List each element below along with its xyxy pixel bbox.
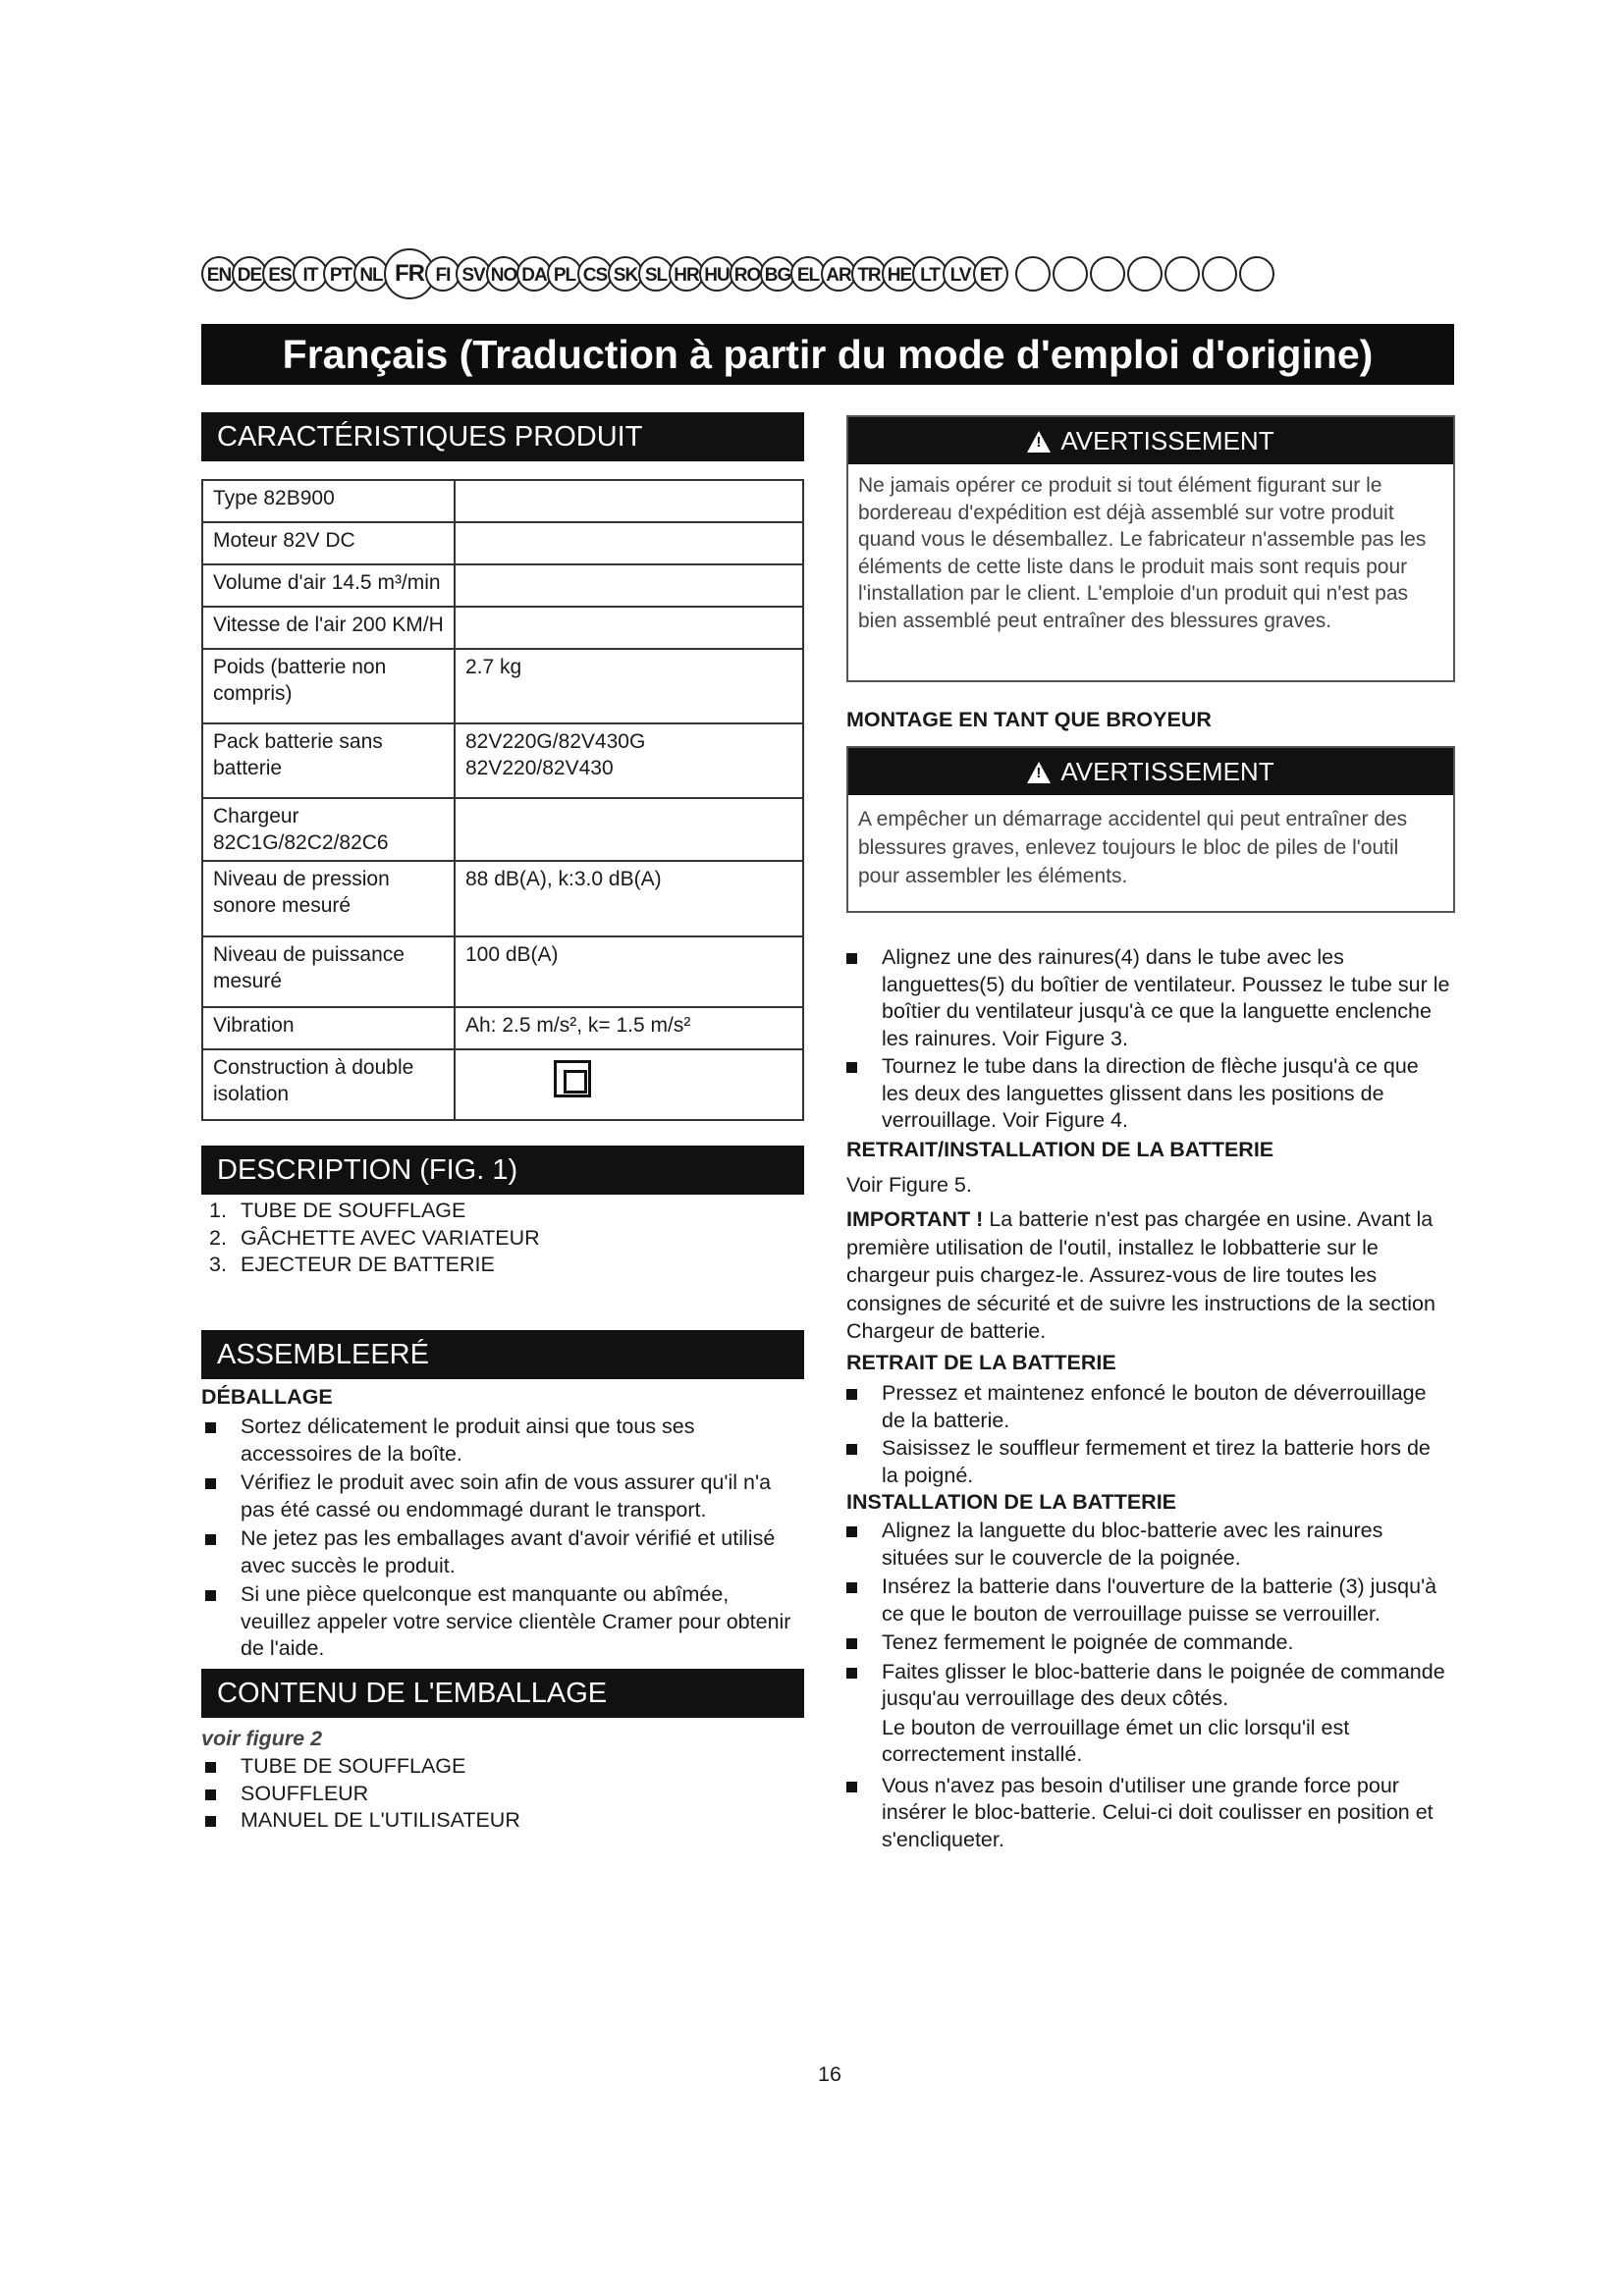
square-bullet-icon [205, 1789, 216, 1800]
warning-box-2 [846, 746, 1455, 913]
battery-figure-ref: Voir Figure 5. [846, 1173, 972, 1197]
spec-label: Niveau de puissance mesuré [202, 936, 455, 1007]
list-item [842, 1435, 1451, 1489]
spec-value: 100 dB(A) [455, 936, 803, 1007]
item-text: Vérifiez le produit avec soin afin de vous assurer qu'il n'a pas été cassé ou endommagé durant le transport. [241, 1470, 772, 1522]
language-tab-ar[interactable]: AR [821, 256, 856, 292]
square-bullet-icon [846, 1582, 857, 1593]
warning-icon [1027, 431, 1051, 453]
page-title: Français (Traduction à partir du mode d'emploi d'origine) [201, 324, 1454, 385]
language-tab-he[interactable]: HE [882, 256, 917, 292]
square-bullet-icon [846, 1668, 857, 1679]
item-text: Si une pièce quelconque est manquante ou abîmée, veuillez appeler votre service clientèle Cramer pour obtenir de l'aide. [241, 1582, 791, 1660]
spec-row [202, 798, 803, 861]
list-item [201, 1469, 800, 1523]
language-tab-de[interactable]: DE [232, 256, 267, 292]
language-tab-da[interactable]: DA [516, 256, 552, 292]
square-bullet-icon [846, 1782, 857, 1792]
specs-table [201, 479, 804, 1121]
list-item [201, 1781, 790, 1808]
language-tab-hu[interactable]: HU [699, 256, 734, 292]
spec-label: Vitesse de l'air 200 KM/H [202, 607, 455, 649]
item-text: Insérez la batterie dans l'ouverture de la batterie (3) jusqu'à ce que le bouton de verrouillage puisse se verrouiller. [882, 1575, 1437, 1626]
empty-language-tab [1239, 256, 1274, 292]
item-text: TUBE DE SOUFFLAGE [241, 1199, 466, 1222]
spec-label: Construction à double isolation [202, 1049, 455, 1120]
language-tab-es[interactable]: ES [262, 256, 298, 292]
warning-box-1 [846, 415, 1455, 682]
page-number: 16 [818, 2062, 841, 2086]
empty-language-tab [1127, 256, 1163, 292]
install-list [842, 1518, 1451, 1855]
spec-row [202, 861, 803, 936]
item-number: 3. [209, 1253, 227, 1276]
spec-value [455, 607, 803, 649]
square-bullet-icon [846, 953, 857, 964]
warning-1-header: !AVERTISSEMENT [848, 417, 1453, 464]
list-item [842, 1629, 1451, 1657]
spec-value [455, 564, 803, 607]
spec-row [202, 522, 803, 564]
spec-label: Volume d'air 14.5 m³/min [202, 564, 455, 607]
empty-language-tab [1015, 256, 1051, 292]
contents-heading: CONTENU DE L'EMBALLAGE [201, 1669, 804, 1718]
language-tab-pt[interactable]: PT [323, 256, 358, 292]
assembly-heading: ASSEMBLEERÉ [201, 1330, 804, 1379]
removal-list [842, 1380, 1451, 1490]
warning-2-header: !AVERTISSEMENT [848, 748, 1453, 795]
specs-heading: CARACTÉRISTIQUES PRODUIT [201, 412, 804, 461]
warning-2-text: A empêcher un démarrage accidentel qui peut entraîner des blessures graves, enlevez toujours le bloc de piles de l'outil pour assembler les éléments. [858, 808, 1408, 887]
spec-value [455, 480, 803, 522]
list-item [201, 1581, 800, 1663]
warning-1-text: Ne jamais opérer ce produit si tout élément figurant sur le bordereau d'expédition est déjà assemblé sur votre produit quand vous le désemballez. Le fabricateur n'assemble pas les éléments de cette liste dans le produit mais sont requis pour l'installation par le client. L'emploie d'un produit qui n'est pas bien assemblé peut entraîner des blessures graves. [858, 474, 1427, 632]
square-bullet-icon [846, 1389, 857, 1400]
item-number: 2. [209, 1225, 227, 1250]
spec-row [202, 607, 803, 649]
spec-row [202, 936, 803, 1007]
square-bullet-icon [205, 1590, 216, 1601]
empty-language-tab [1164, 256, 1200, 292]
item-text: Faites glisser le bloc-batterie dans le poignée de commande jusqu'au verrouillage des deux côtés. [882, 1659, 1445, 1710]
list-item [201, 1807, 790, 1835]
spec-value: Ah: 2.5 m/s², k= 1.5 m/s² [455, 1007, 803, 1049]
spec-row [202, 480, 803, 522]
list-item [842, 1574, 1451, 1628]
description-heading: DESCRIPTION (FIG. 1) [201, 1146, 804, 1195]
mulcher-heading: MONTAGE EN TANT QUE BROYEUR [846, 708, 1212, 731]
removal-heading: RETRAIT DE LA BATTERIE [846, 1351, 1116, 1374]
list-item [842, 1659, 1451, 1713]
square-bullet-icon [846, 1526, 857, 1537]
language-tab-sv[interactable]: SV [456, 256, 491, 292]
item-text: Saisissez le souffleur fermement et tirez la batterie hors de la poigné. [882, 1436, 1431, 1487]
language-tab-et[interactable]: ET [973, 256, 1008, 292]
spec-row [202, 1049, 803, 1120]
unpacking-heading: DÉBALLAGE [201, 1385, 333, 1409]
item-text: GÂCHETTE AVEC VARIATEUR [241, 1225, 540, 1250]
item-text: Sortez délicatement le produit ainsi que tous ses accessoires de la boîte. [241, 1415, 695, 1466]
double-insulation-icon [554, 1060, 591, 1097]
square-bullet-icon [846, 1444, 857, 1455]
language-tab-bg[interactable]: BG [760, 256, 795, 292]
spec-label: Type 82B900 [202, 480, 455, 522]
item-text: Alignez la languette du bloc-batterie avec les rainures situées sur le couvercle de la poignée. [882, 1519, 1383, 1570]
spec-value [455, 522, 803, 564]
install-note [842, 1715, 1451, 1769]
item-text: Tournez le tube dans la direction de flèche jusqu'à ce que les deux des languettes glissent dans les positions de verrouillage. Voir Figure 4. [882, 1054, 1419, 1132]
language-tab-nl[interactable]: NL [353, 256, 389, 292]
battery-important: IMPORTANT ! La batterie n'est pas chargée en usine. Avant la première utilisation de l'outil, installez le lobbatterie sur le chargeur puis chargez-le. Assurez-vous de lire toutes les consignes de sécurité et de suivre les instructions de la section Chargeur de batterie. [846, 1207, 1435, 1343]
list-item [842, 1518, 1451, 1572]
square-bullet-icon [205, 1478, 216, 1489]
square-bullet-icon [846, 1638, 857, 1649]
language-tab-fr[interactable]: FR [384, 248, 435, 299]
list-item [842, 1053, 1451, 1135]
contents-list [201, 1753, 790, 1835]
square-bullet-icon [205, 1422, 216, 1433]
list-item [842, 944, 1451, 1052]
empty-language-tab [1090, 256, 1125, 292]
list-item [201, 1525, 800, 1579]
spec-label: Vibration [202, 1007, 455, 1049]
square-bullet-icon [205, 1762, 216, 1773]
description-list [201, 1198, 804, 1279]
item-text: Pressez et maintenez enfoncé le bouton de déverrouillage de la batterie. [882, 1381, 1427, 1432]
spec-label: Pack batterie sans batterie [202, 723, 455, 798]
item-text: Le bouton de verrouillage émet un clic lorsqu'il est correctement installé. [882, 1715, 1350, 1766]
list-item [201, 1225, 804, 1253]
list-item [201, 1252, 804, 1279]
spec-value [455, 1049, 803, 1120]
item-text: Alignez une des rainures(4) dans le tube avec les languettes(5) du boîtier de ventilateur. Poussez le tube sur le boîtier du ventilateur jusqu'à ce que la languette enclenche les rainures. Voir Figure 3. [882, 945, 1450, 1050]
spec-value: 2.7 kg [455, 649, 803, 723]
list-item [201, 1753, 790, 1781]
language-tab-tr[interactable]: TR [851, 256, 887, 292]
language-tab-hr[interactable]: HR [669, 256, 704, 292]
list-item [842, 1380, 1451, 1434]
language-tab-en[interactable]: EN [201, 256, 237, 292]
empty-language-tab [1053, 256, 1088, 292]
spec-value: 88 dB(A), k:3.0 dB(A) [455, 861, 803, 936]
spec-row [202, 723, 803, 798]
contents-figure-ref: voir figure 2 [201, 1727, 323, 1750]
item-text: EJECTEUR DE BATTERIE [241, 1253, 495, 1276]
warning-icon [1027, 762, 1051, 783]
language-tab-pl[interactable]: PL [547, 256, 582, 292]
language-tabs [201, 250, 1458, 299]
language-tab-sk[interactable]: SK [608, 256, 643, 292]
mulcher-steps [842, 944, 1451, 1136]
item-text: Tenez fermement le poignée de commande. [882, 1630, 1294, 1654]
spec-label: Niveau de pression sonore mesuré [202, 861, 455, 936]
language-tab-sl[interactable]: SL [638, 256, 674, 292]
list-item [201, 1414, 800, 1468]
list-item [201, 1198, 804, 1225]
square-bullet-icon [205, 1534, 216, 1545]
item-number: 1. [209, 1199, 227, 1222]
spec-label: Moteur 82V DC [202, 522, 455, 564]
spec-row [202, 649, 803, 723]
item-text: SOUFFLEUR [241, 1781, 369, 1805]
language-tab-it[interactable]: IT [293, 256, 328, 292]
list-item [842, 1773, 1451, 1854]
spec-label: Poids (batterie non compris) [202, 649, 455, 723]
spec-value: 82V220G/82V430G 82V220/82V430 [455, 723, 803, 798]
item-text: MANUEL DE L'UTILISATEUR [241, 1808, 520, 1832]
language-tab-no[interactable]: NO [486, 256, 521, 292]
language-tab-el[interactable]: EL [790, 256, 826, 292]
empty-language-tab [1202, 256, 1237, 292]
spec-label: Chargeur 82C1G/82C2/82C6 [202, 798, 455, 861]
spec-row [202, 1007, 803, 1049]
item-text: Ne jetez pas les emballages avant d'avoir vérifié et utilisé avec succès le produit. [241, 1526, 776, 1577]
item-text: Vous n'avez pas besoin d'utiliser une grande force pour insérer le bloc-batterie. Celui-ci doit coulisser en position et s'encliqueter. [882, 1773, 1434, 1851]
language-tab-lv[interactable]: LV [943, 256, 978, 292]
language-tab-fi[interactable]: FI [425, 256, 460, 292]
spec-row [202, 564, 803, 607]
battery-heading: RETRAIT/INSTALLATION DE LA BATTERIE [846, 1138, 1274, 1161]
unpacking-list [201, 1414, 800, 1665]
spec-value [455, 798, 803, 861]
square-bullet-icon [846, 1062, 857, 1073]
language-tab-ro[interactable]: RO [730, 256, 765, 292]
language-tab-cs[interactable]: CS [577, 256, 613, 292]
item-text: TUBE DE SOUFFLAGE [241, 1754, 466, 1778]
install-heading: INSTALLATION DE LA BATTERIE [846, 1490, 1177, 1514]
square-bullet-icon [205, 1816, 216, 1827]
language-tab-lt[interactable]: LT [912, 256, 947, 292]
